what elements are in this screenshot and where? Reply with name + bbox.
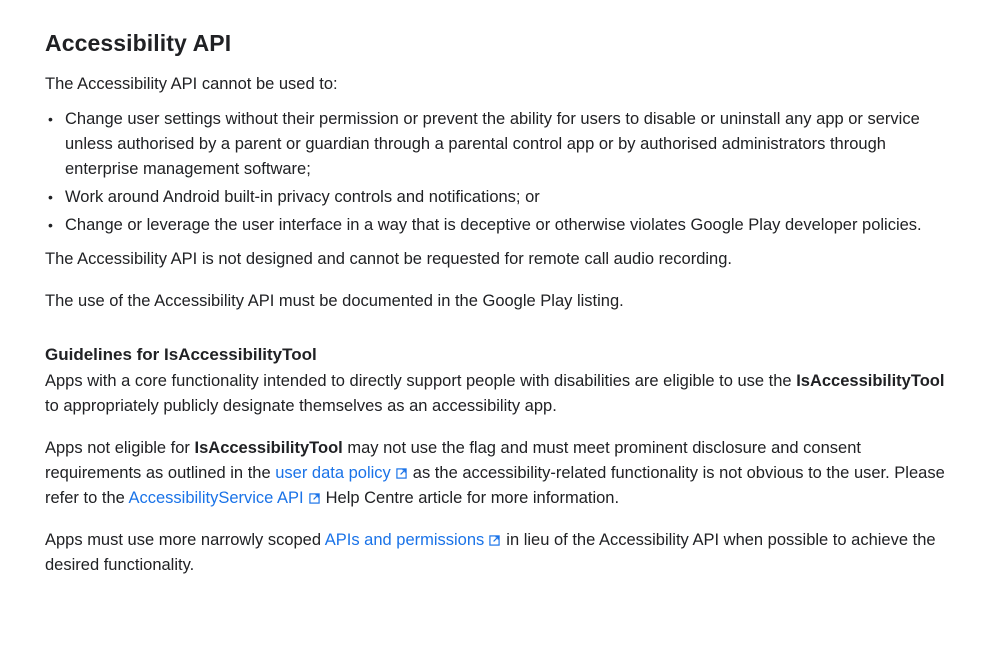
paragraph-text: to appropriately publicly designate themselves as an accessibility app. — [45, 397, 557, 415]
section-title: Accessibility API — [45, 30, 232, 56]
paragraph-text: Help Centre article for more information. — [325, 489, 620, 507]
link-label: APIs and permissions — [324, 531, 485, 549]
list-item: • Change or leverage the user interface in a way that is deceptive or otherwise violates Google Play developer policies. — [45, 213, 960, 238]
eligibility-paragraph — [45, 369, 960, 419]
narrow-scope-paragraph — [45, 528, 960, 578]
accessibility-service-api-link[interactable] — [128, 489, 325, 507]
external-link-icon — [396, 468, 407, 479]
external-link-icon — [309, 493, 320, 504]
apis-and-permissions-link[interactable] — [325, 531, 507, 549]
paragraph-text: as the accessibility-related functionality is not obvious to the user. Please refer to the — [45, 464, 945, 507]
link-label: user data policy — [275, 464, 391, 482]
paragraph-text: Apps with a core functionality intended to directly support people with disabilities are eligible to use the — [45, 372, 797, 390]
paragraph-text: in lieu of the Accessibility API when possible to achieve the desired functionality. — [45, 531, 936, 574]
paragraph-text: may not use the flag and must meet prominent disclosure and consent requirements as outlined in the — [45, 439, 861, 482]
flag-name: IsAccessibilityTool — [194, 439, 343, 457]
user-data-policy-link[interactable] — [275, 464, 413, 482]
list-item: • Work around Android built-in privacy controls and notifications; or — [45, 185, 960, 210]
guidelines-title: Guidelines for IsAccessibilityTool — [45, 345, 317, 364]
non-eligible-paragraph — [45, 436, 960, 511]
paragraph-text: Apps not eligible for — [45, 439, 195, 457]
paragraph-text: Apps must use more narrowly scoped — [45, 531, 325, 549]
rules-list — [45, 107, 960, 238]
link-label: AccessibilityService API — [128, 489, 304, 507]
intro-text: The Accessibility API cannot be used to: — [45, 75, 338, 93]
list-item: • Change user settings without their permission or prevent the ability for users to disable or uninstall any app or service unless authorised by a parent or guardian through a parental control app or by authorised administrators through enterprise management software; — [45, 107, 960, 182]
recording-paragraph: The Accessibility API is not designed and cannot be requested for remote call audio recording. — [45, 250, 732, 268]
external-link-icon — [489, 535, 500, 546]
documented-paragraph: The use of the Accessibility API must be documented in the Google Play listing. — [45, 292, 624, 310]
flag-name: IsAccessibilityTool — [796, 372, 945, 390]
